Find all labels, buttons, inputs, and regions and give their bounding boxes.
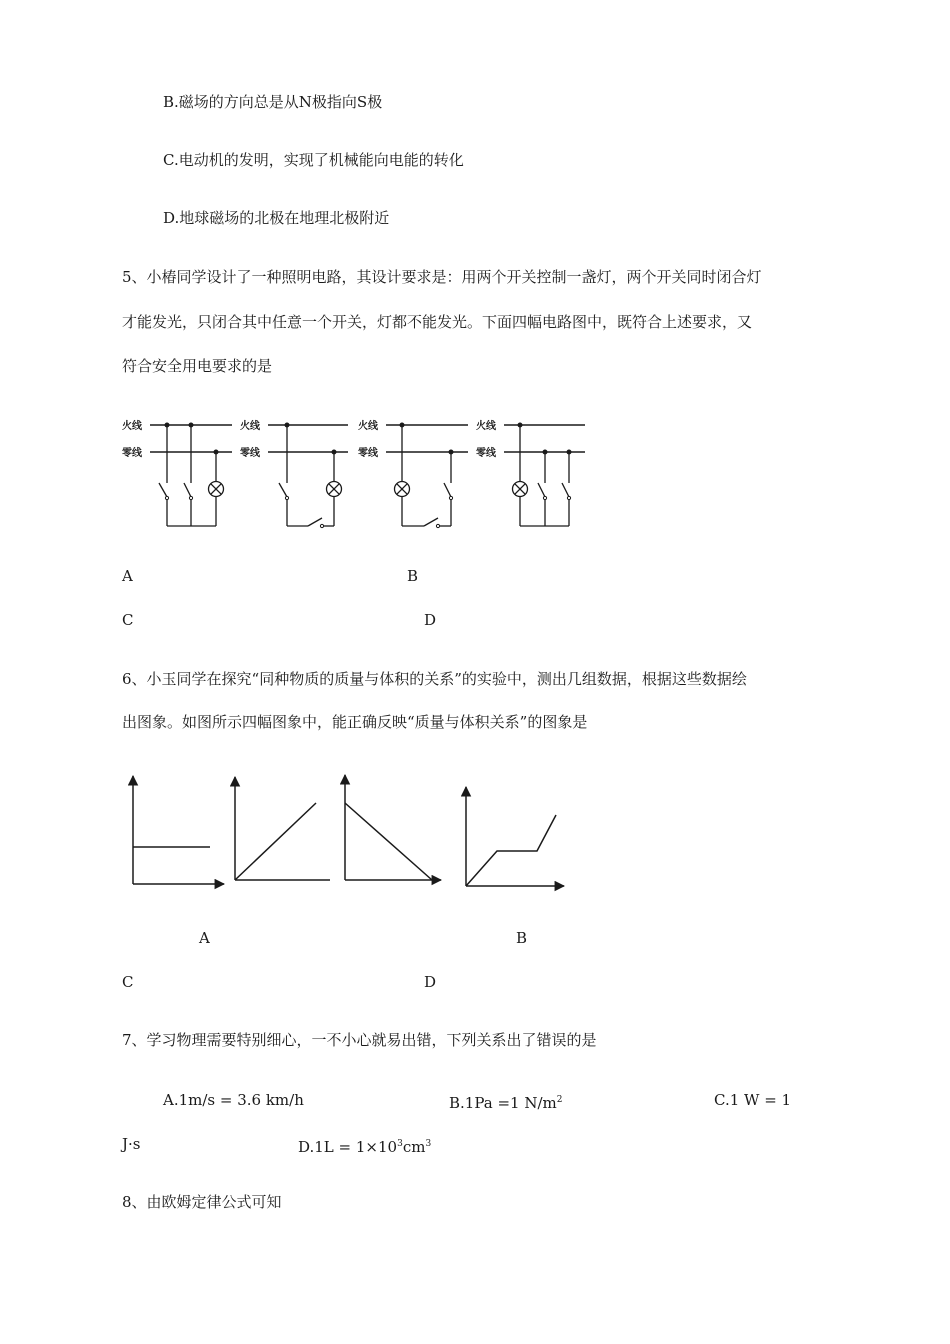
q7-option-d: $D.1L = 1\times 10^3cm^3$ <box>298 1138 432 1156</box>
q5-stem-line3: 符合安全用电要求的是 <box>122 357 273 375</box>
q7-option-c-continued: J·s <box>122 1135 141 1153</box>
q6-label-a: A <box>199 929 210 947</box>
q5-label-c: C <box>122 611 134 629</box>
q7-stem: 7、学习物理需要特别细心，一不小心就易出错，下列关系出了错误的是 <box>122 1031 597 1049</box>
q7-option-a: A.1m/s = 3.6 km/h <box>163 1091 304 1109</box>
q8-stem: 8、由欧姆定律公式可知 <box>122 1193 282 1211</box>
q5-label-a: A <box>122 567 133 585</box>
q4-option-b: B.磁场的方向总是从N极指向S极 <box>163 93 383 111</box>
graph-b <box>235 777 330 880</box>
neutral-line-label: 零线 <box>122 448 142 459</box>
graph-d <box>466 787 564 886</box>
fire-line-label: 火线 <box>122 421 142 432</box>
q5-label-d: D <box>424 611 437 629</box>
fire-line-label: 火线 <box>476 421 496 432</box>
q4-option-c: C.电动机的发明，实现了机械能向电能的转化 <box>163 151 464 169</box>
fire-line-label: 火线 <box>358 421 378 432</box>
q6-label-c: C <box>122 973 134 991</box>
q4-option-d: D.地球磁场的北极在地理北极附近 <box>163 209 390 227</box>
q5-label-b: B <box>407 567 419 585</box>
neutral-line-label: 零线 <box>476 448 496 459</box>
fire-line-label: 火线 <box>240 421 260 432</box>
q6-label-b: B <box>516 929 528 947</box>
q7-option-c: C.1 W = 1 <box>714 1091 792 1109</box>
graph-c <box>345 775 441 880</box>
neutral-line-label: 零线 <box>240 448 260 459</box>
graph-a <box>133 776 224 884</box>
neutral-line-label: 零线 <box>358 448 378 459</box>
q5-stem-line2: 才能发光，只闭合其中任意一个开关，灯都不能发光。下面四幅电路图中，既符合上述要求，又 <box>122 313 753 331</box>
q7-option-b: B.1Pa =1 $N/m^2$ <box>449 1094 563 1112</box>
q6-stem-line2: 出图象。如图所示四幅图象中，能正确反映“质量与体积关系”的图象是 <box>122 713 588 731</box>
q6-stem-line1: 6、小玉同学在探究“同种物质的质量与体积的关系”的实验中，测出几组数据，根据这些数据绘 <box>122 670 747 688</box>
q6-label-d: D <box>424 973 437 991</box>
q5-stem-line1: 5、小椿同学设计了一种照明电路，其设计要求是：用两个开关控制一盏灯，两个开关同时闭合灯 <box>122 268 762 286</box>
